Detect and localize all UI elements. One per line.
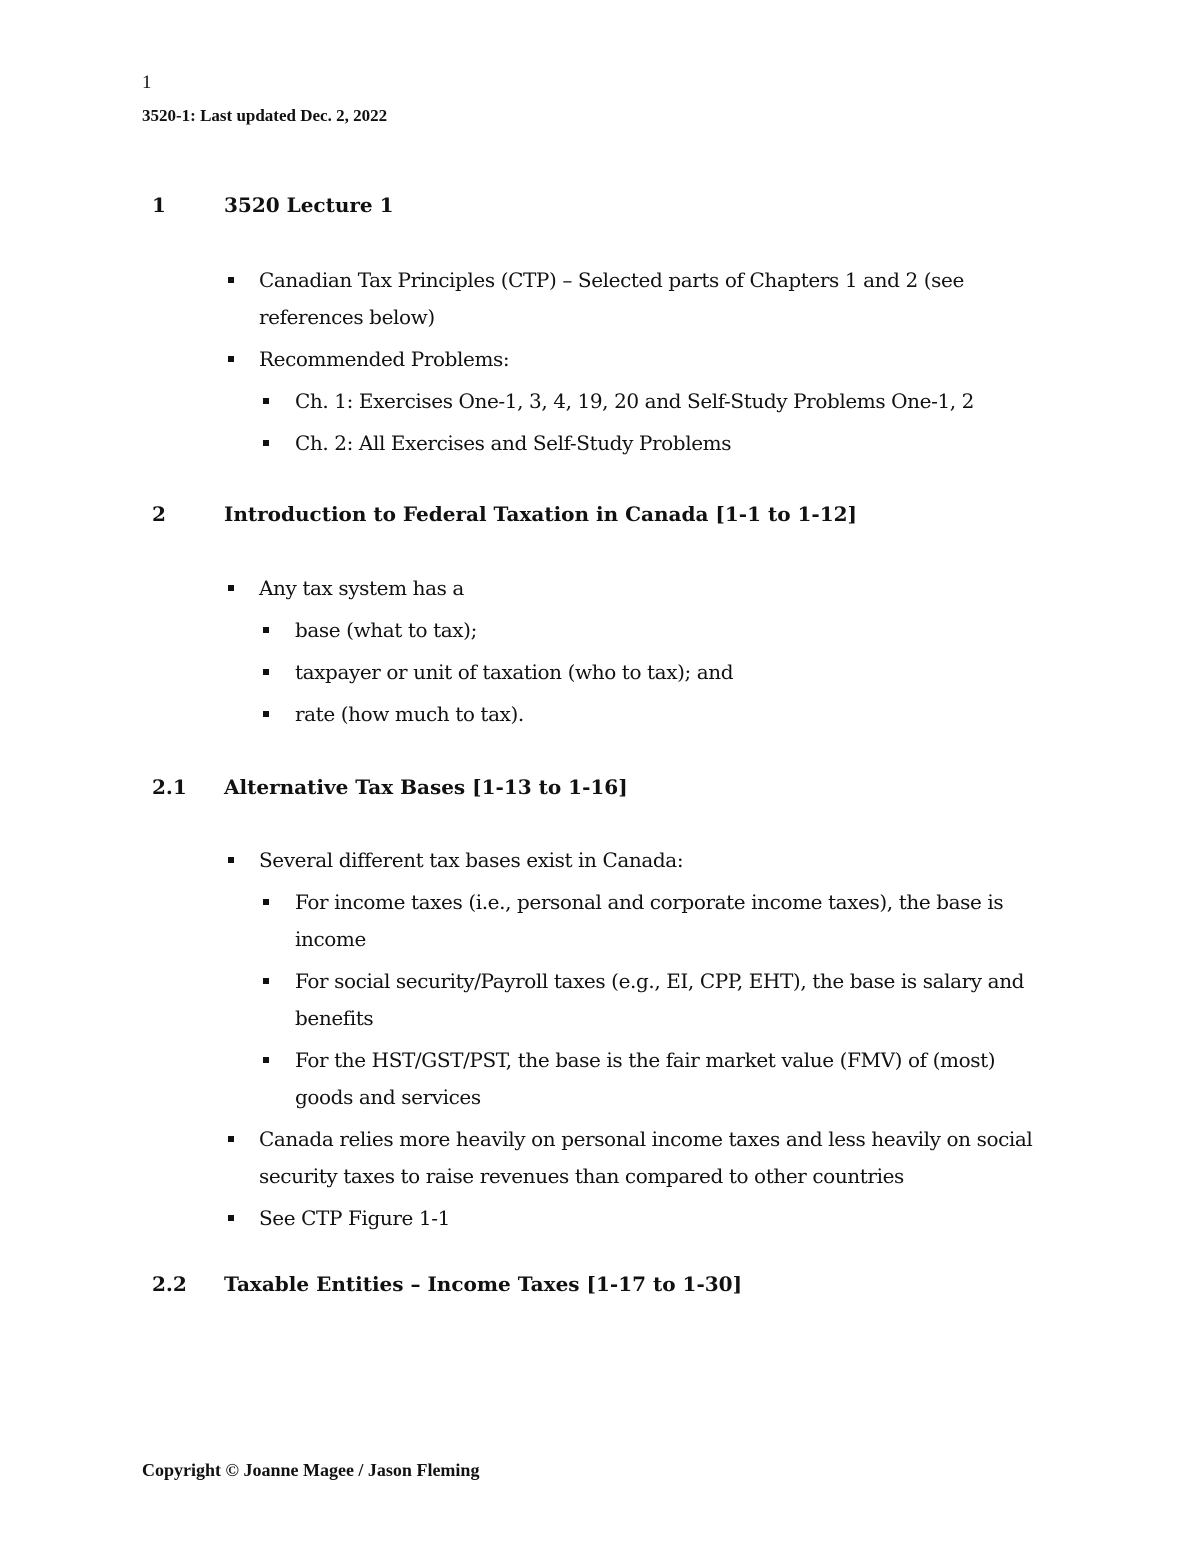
bullet-icon: [263, 398, 269, 404]
section-title: Taxable Entities – Income Taxes [1-17 to 1-30]: [224, 1272, 743, 1296]
list-item: Ch. 2: All Exercises and Self-Study Problems: [224, 425, 1054, 462]
section-heading-2-1: [142, 775, 628, 799]
section-number: 2.2: [152, 1272, 187, 1296]
section-2-1-list: [224, 842, 1054, 1242]
section-number: 2.1: [152, 775, 187, 799]
bullet-icon: [263, 978, 269, 984]
list-item: For income taxes (i.e., personal and corporate income taxes), the base is income: [224, 884, 1054, 958]
bullet-icon: [228, 1215, 234, 1221]
copyright-footer: Copyright © Joanne Magee / Jason Fleming: [142, 1460, 480, 1480]
list-item: For social security/Payroll taxes (e.g., EI, CPP, EHT), the base is salary and benefits: [224, 963, 1054, 1037]
bullet-icon: [228, 277, 234, 283]
list-item: Any tax system has a: [224, 570, 1054, 607]
bullet-icon: [263, 899, 269, 905]
section-2-list: [224, 570, 1054, 738]
bullet-icon: [228, 1136, 234, 1142]
bullet-icon: [228, 356, 234, 362]
list-item: Ch. 1: Exercises One-1, 3, 4, 19, 20 and Self-Study Problems One-1, 2: [224, 383, 1054, 420]
page-number: 1: [142, 72, 152, 93]
list-item: For the HST/GST/PST, the base is the fair market value (FMV) of (most) goods and services: [224, 1042, 1054, 1116]
list-item: rate (how much to tax).: [224, 696, 1054, 733]
bullet-icon: [228, 857, 234, 863]
document-header: 3520-1: Last updated Dec. 2, 2022: [142, 106, 388, 125]
bullet-icon: [228, 585, 234, 591]
bullet-icon: [263, 711, 269, 717]
list-item: base (what to tax);: [224, 612, 1054, 649]
section-heading-1: [142, 193, 394, 217]
section-title: 3520 Lecture 1: [224, 193, 394, 217]
section-number: 2: [152, 502, 166, 526]
section-title: Alternative Tax Bases [1-13 to 1-16]: [224, 775, 628, 799]
list-item: See CTP Figure 1-1: [224, 1200, 1054, 1237]
list-item: Canadian Tax Principles (CTP) – Selected parts of Chapters 1 and 2 (see references below): [224, 262, 1054, 336]
list-item: Recommended Problems:: [224, 341, 1054, 378]
bullet-icon: [263, 440, 269, 446]
bullet-icon: [263, 1057, 269, 1063]
section-1-list: [224, 262, 1054, 467]
bullet-icon: [263, 627, 269, 633]
section-title: Introduction to Federal Taxation in Canada [1-1 to 1-12]: [224, 502, 858, 526]
section-number: 1: [152, 193, 166, 217]
section-heading-2: [142, 502, 857, 526]
list-item: taxpayer or unit of taxation (who to tax); and: [224, 654, 1054, 691]
list-item: Canada relies more heavily on personal income taxes and less heavily on social security taxes to raise revenues than compared to other countries: [224, 1121, 1054, 1195]
section-heading-2-2: [142, 1272, 742, 1296]
list-item: Several different tax bases exist in Canada:: [224, 842, 1054, 879]
bullet-icon: [263, 669, 269, 675]
